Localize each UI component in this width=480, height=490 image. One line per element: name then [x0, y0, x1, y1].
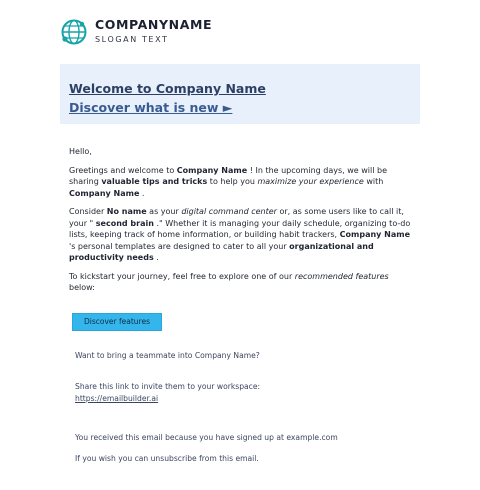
- text: to help you: [207, 177, 258, 186]
- italic-text: maximize your experience: [257, 177, 364, 186]
- text: with: [363, 177, 384, 186]
- brand: [95, 18, 212, 46]
- bold-text: Company Name: [339, 230, 411, 239]
- text: as your: [146, 207, 182, 216]
- text: ." Whether it is managing your daily schedule, organizing to-do lists, keeping track of home information, or building habit trackers,: [69, 218, 411, 239]
- globe-network-icon: [60, 18, 88, 46]
- share-link[interactable]: https://emailbuilder.ai: [75, 394, 159, 403]
- description-paragraph: [69, 206, 417, 264]
- text: .: [153, 253, 159, 262]
- bold-text: second brain: [95, 218, 154, 228]
- share-text: Share this link to invite them to your workspace:: [75, 382, 261, 391]
- intro-paragraph: [69, 165, 417, 200]
- italic-text: digital command center: [181, 207, 277, 216]
- italic-text: recommended features: [294, 271, 389, 281]
- text: or, as some users like to call it, your ": [69, 207, 404, 228]
- header: [60, 16, 212, 48]
- text: To kickstart your journey, feel free to explore one of our: [69, 271, 295, 281]
- hero-banner: [60, 64, 420, 124]
- hero-title-link[interactable]: Welcome to Company Name: [69, 81, 266, 96]
- text: .: [139, 188, 145, 198]
- text: below:: [69, 283, 95, 292]
- greeting: Hello,: [69, 147, 92, 156]
- bold-text: organizational and productivity needs: [69, 241, 374, 262]
- share-link-row: [75, 393, 415, 404]
- email-body: [69, 146, 417, 301]
- discover-whats-new-link[interactable]: Discover what is new ►: [69, 100, 233, 115]
- bold-text: Company Name: [69, 188, 140, 198]
- received-notice: You received this email because you have signed up at example.com: [75, 433, 338, 442]
- kickstart-paragraph: [69, 271, 417, 294]
- invite-question: Want to bring a teammate into Company Name?: [75, 351, 260, 360]
- bold-text: Company Name: [176, 165, 248, 175]
- brand-name: COMPANYNAME: [95, 17, 213, 32]
- text: 's personal templates are designed to cater to all your: [69, 241, 290, 251]
- text: Greetings and welcome to: [69, 165, 177, 175]
- brand-slogan: SLOGAN TEXT: [95, 35, 169, 44]
- text: Consider: [69, 207, 107, 216]
- text: ! In the upcoming days, we will be sharing: [69, 165, 387, 186]
- discover-features-button[interactable]: Discover features: [72, 313, 162, 331]
- unsubscribe-notice: If you wish you can unsubscribe from this email.: [75, 454, 259, 463]
- bold-text: valuable tips and tricks: [101, 177, 208, 186]
- bold-text: No name: [106, 207, 147, 216]
